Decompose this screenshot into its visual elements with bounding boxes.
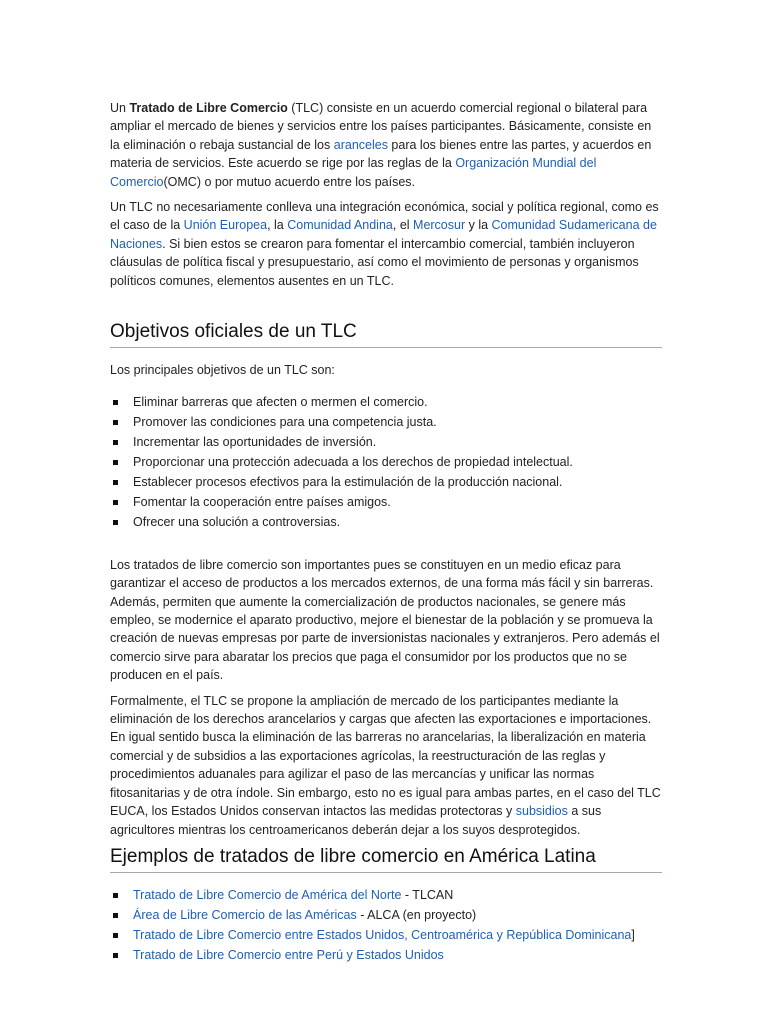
link-area-de-libre-comercio-de-las-americas[interactable]: Área de Libre Comercio de las Américas [133,907,357,922]
intro-section [110,99,662,290]
bullet-icon [113,400,118,405]
text-run: Proporcionar una protección adecuada a los derechos de propiedad intelectual. [133,455,573,470]
text-run: a sus agricultores mientras los centroamericanos deberán dejar a los suyos desprotegidos. [110,804,602,837]
text-run: Formalmente, el TLC se propone la ampliación de mercado de los participantes mediante la eliminación de los derechos arancelarios y cargas que afecten las exportaciones e importaciones. En igual sentido busca la eliminación de las barreras no arancelarias, la liberalización en materia comercial y de subsidios a las exportaciones agrícolas, la reestructuración de las reglas y procedimientos aduanales para agilizar el paso de las mercancías y unificar las normas fitosanitarias y de otra índole. Sin embargo, esto no es igual para ambas partes, en el caso del TLC EUCA, los Estados Unidos conservan intactos las medidas protectoras y [110,693,661,819]
paragraph [110,692,662,839]
link-tratado-de-libre-comercio-entre-peru-y-e[interactable]: Tratado de Libre Comercio entre Perú y Estados Unidos [133,947,444,962]
text-run: Fomentar la cooperación entre países amigos. [133,495,391,509]
list-item [110,926,662,946]
text-run: y la [465,218,492,233]
paragraph [110,198,662,290]
text-run: , el [392,218,414,233]
bullet-icon [113,440,118,445]
list-item [110,906,662,926]
bullet-icon [113,520,118,525]
link-tratado-de-libre-comercio-entre-estados-[interactable]: Tratado de Libre Comercio entre Estados Unidos, Centroamérica y República Dominicana [133,927,632,942]
text-run: Eliminar barreras que afecten o mermen el comercio. [133,395,428,410]
list-item [110,946,662,966]
bullet-icon [113,953,118,958]
objetivos-list [110,393,662,532]
link-union-europea[interactable]: Unión Europea [183,218,268,233]
text-run: , la [267,218,288,233]
bullet-icon [113,913,118,918]
link-tratado-de-libre-comercio-de-america-del[interactable]: Tratado de Libre Comercio de América del Norte [133,887,402,902]
text-run: Los tratados de libre comercio son importantes pues se constituyen en un medio eficaz para garantizar el acceso de productos a los mercados externos, de una forma más fácil y sin barreras. Además, permiten que aumente la comercialización de productos nacionales, se genere más empleo, se modernice el aparato productivo, mejore el bienestar de la población y se promueva la creación de nuevas empresas por parte de inversionistas nacionales y extranjeros. Pero además el comercio sirve para abaratar los precios que paga el consumidor por los productos que no se producen en el país. [110,557,660,683]
list-item [110,493,662,513]
paragraph [110,99,662,191]
text-run: - TLCAN [401,887,454,902]
text-run: Un TLC no necesariamente conlleva una integración económica, social y política regional, como es el caso de la [110,200,659,233]
text-run: . Si bien estos se crearon para fomentar el intercambio comercial, también incluyeron cláusulas de política fiscal y presupuestario, así como el movimiento de personas y organismos políticos comunes, elementos ausentes en un TLC. [110,236,639,288]
text-run: ] [631,927,635,942]
list-item [110,473,662,493]
bullet-icon [113,420,118,425]
link-comunidad-sudamericana-de-naciones[interactable]: Comunidad Sudamericana de Naciones [110,218,657,251]
text-run: Incrementar las oportunidades de inversión. [133,435,377,450]
text-run: - ALCA (en proyecto) [356,907,477,922]
bullet-icon [113,460,118,465]
link-comunidad-andina[interactable]: Comunidad Andina [287,218,393,233]
section-heading-ejemplos: Ejemplos de tratados de libre comercio en América Latina [110,846,662,873]
list-item [110,886,662,906]
text-run: (OMC) o por mutuo acuerdo entre los países. [163,174,416,189]
ejemplos-list [110,886,662,966]
bullet-icon [113,480,118,485]
section-heading-objetivos: Objetivos oficiales de un TLC [110,321,662,348]
article-body [110,99,662,966]
list-item [110,513,662,533]
bullet-icon [113,893,118,898]
list-item [110,413,662,433]
text-run: (TLC) consiste en un acuerdo comercial regional o bilateral para ampliar el mercado de bienes y servicios entre los países participantes. Básicamente, consiste en la eliminación o rebaja sustancial de los [110,101,652,152]
list-item [110,453,662,473]
link-aranceles[interactable]: aranceles [333,137,388,152]
objetivos-lead-text: Los principales objetivos de un TLC son: [110,363,335,378]
link-mercosur[interactable]: Mercosur [413,218,466,233]
text-run: Un [110,101,130,115]
text-run: Promover las condiciones para una competencia justa. [133,415,437,430]
paragraph [110,556,662,685]
bullet-icon [113,933,118,938]
bullet-icon [113,500,118,505]
bold-term: Tratado de Libre Comercio [129,101,288,115]
text-run: Ofrecer una solución a controversias. [133,514,341,529]
text-run: Establecer procesos efectivos para la estimulación de la producción nacional. [133,475,563,490]
text-run: para los bienes entre las partes, y acuerdos en materia de servicios. Este acuerdo se rige por las reglas de la [110,137,652,171]
list-item [110,393,662,413]
link-subsidios[interactable]: subsidios [515,804,568,819]
objetivos-paragraphs [110,556,662,839]
link-organizacion-mundial-del-comercio[interactable]: Organización Mundial del Comercio [110,156,597,189]
list-item [110,433,662,453]
